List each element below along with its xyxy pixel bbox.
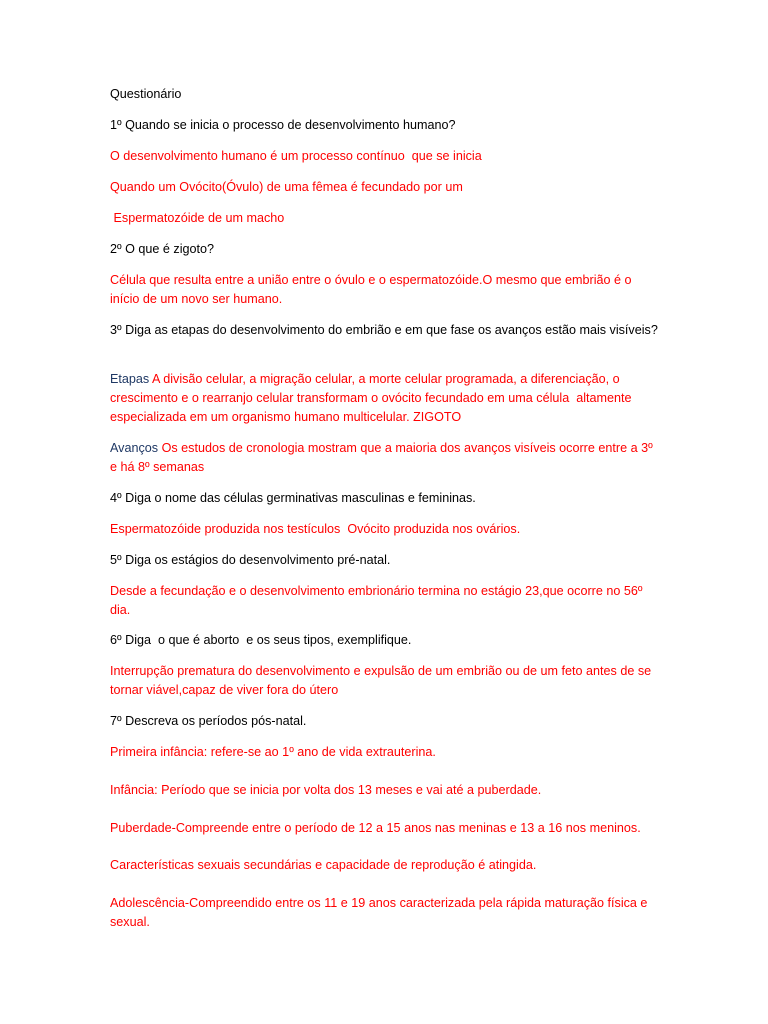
answer-7-caracteristicas: Características sexuais secundárias e capacidade de reprodução é atingida. — [110, 858, 537, 872]
question-3: 3º Diga as etapas do desenvolvimento do embrião e em que fase os avanços estão mais visíveis? — [110, 323, 658, 337]
answer-1-line-1: O desenvolvimento humano é um processo contínuo que se inicia — [110, 149, 482, 163]
question-5: 5º Diga os estágios do desenvolvimento pré-natal. — [110, 553, 391, 567]
answer-1-line-3: Espermatozóide de um macho — [110, 211, 285, 225]
answer-3-etapas — [110, 370, 662, 427]
answer-2: Célula que resulta entre a união entre o óvulo e o espermatozóide.O mesmo que embrião é o início de um novo ser humano. — [110, 273, 636, 306]
question-6: 6º Diga o que é aborto e os seus tipos, exemplifique. — [110, 633, 412, 647]
etapas-text: A divisão celular, a migração celular, a morte celular programada, a diferenciação, o crescimento e o rearranjo celular transformam o ovócito fecundado em uma célula altamente especializada em um organismo humano multicelular. ZIGOTO — [110, 372, 635, 424]
etapas-label: Etapas — [110, 372, 150, 386]
answer-7-adolescencia: Adolescência-Compreendido entre os 11 e 19 anos caracterizada pela rápida maturação física e sexual. — [110, 896, 651, 929]
question-4: 4º Diga o nome das células germinativas masculinas e femininas. — [110, 491, 476, 505]
question-1: 1º Quando se inicia o processo de desenvolvimento humano? — [110, 118, 456, 132]
answer-5: Desde a fecundação e o desenvolvimento embrionário termina no estágio 23,que ocorre no 56º dia. — [110, 584, 646, 617]
avancos-text: Os estudos de cronologia mostram que a maioria dos avanços visíveis ocorre entre a 3º e há 8º semanas — [110, 441, 657, 474]
answer-6: Interrupção prematura do desenvolvimento e expulsão de um embrião ou de um feto antes de se tornar viável,capaz de viver fora do útero — [110, 664, 655, 697]
question-2: 2º O que é zigoto? — [110, 242, 215, 256]
answer-7-primeira-infancia: Primeira infância: refere-se ao 1º ano de vida extrauterina. — [110, 745, 436, 759]
question-7: 7º Descreva os períodos pós-natal. — [110, 714, 307, 728]
answer-7-infancia: Infância: Período que se inicia por volta dos 13 meses e vai até a puberdade. — [110, 783, 542, 797]
answer-3-avancos — [110, 439, 662, 477]
avancos-label: Avanços — [110, 441, 159, 455]
document-title: Questionário — [110, 87, 182, 101]
answer-4: Espermatozóide produzida nos testículos Ovócito produzida nos ovários. — [110, 522, 521, 536]
answer-7-puberdade: Puberdade-Compreende entre o período de 12 a 15 anos nas meninas e 13 a 16 nos meninos. — [110, 821, 641, 835]
answer-1-line-2: Quando um Ovócito(Óvulo) de uma fêmea é fecundado por um — [110, 180, 463, 194]
